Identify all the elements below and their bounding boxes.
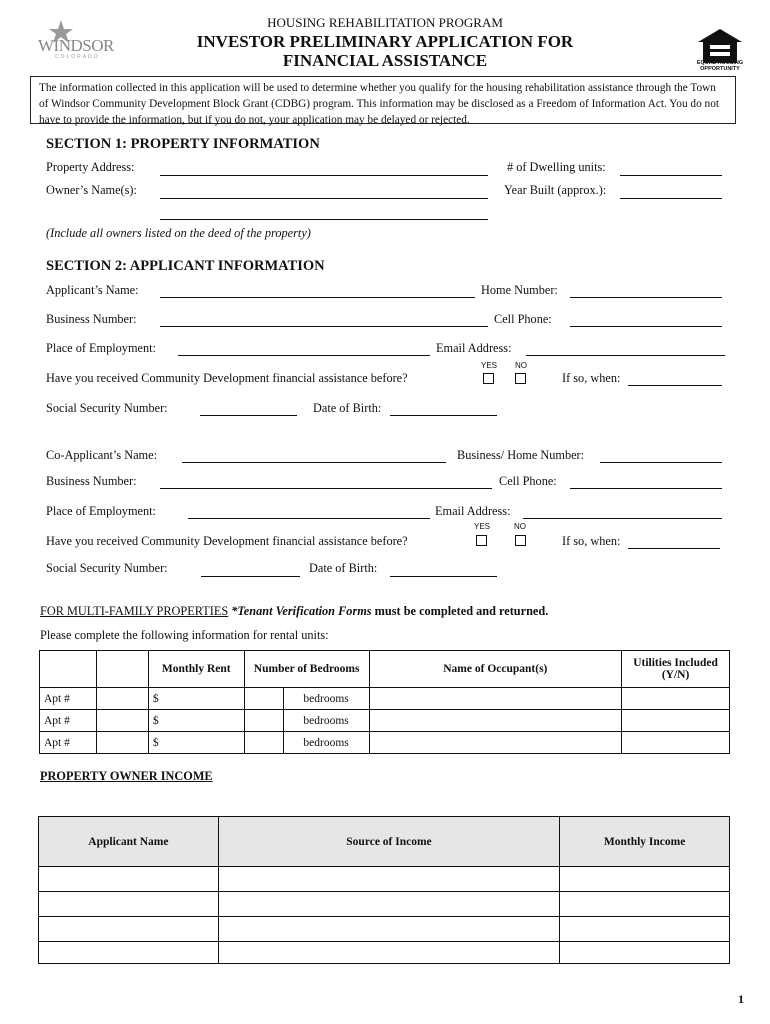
col-utilities: Utilities Included (Y/N): [622, 651, 730, 688]
rent-cell[interactable]: $: [148, 732, 244, 754]
col-applicant-name: Applicant Name: [39, 817, 219, 867]
ssn-label: Social Security Number:: [46, 401, 168, 415]
co-dob-field[interactable]: [390, 576, 497, 577]
rental-header-row: [40, 651, 730, 688]
source-cell[interactable]: [218, 917, 559, 942]
section2-title: SECTION 2: APPLICANT INFORMATION: [46, 258, 325, 274]
co-no-label: NO: [514, 522, 526, 531]
rental-units-table: [39, 650, 730, 754]
co-email-label: Email Address:: [435, 504, 511, 518]
cd-assistance-question: Have you received Community Development financial assistance before?: [46, 371, 408, 385]
no-label: NO: [515, 361, 527, 370]
equal-housing-text: [688, 60, 752, 72]
home-number-field[interactable]: [570, 297, 722, 298]
dob-label: Date of Birth:: [313, 401, 382, 415]
multifamily-heading: [40, 604, 548, 619]
apt-label: Apt #: [40, 710, 97, 732]
co-cd-assistance-question: Have you received Community Development financial assistance before?: [46, 534, 408, 548]
co-cell-phone-label: Cell Phone:: [499, 474, 557, 488]
property-address-field[interactable]: [160, 175, 488, 176]
co-employment-label: Place of Employment:: [46, 504, 156, 518]
page-number: 1: [738, 992, 744, 1006]
income-heading: PROPERTY OWNER INCOME: [40, 769, 213, 783]
business-number-field[interactable]: [160, 326, 488, 327]
occupant-cell[interactable]: [369, 710, 622, 732]
co-dob-label: Date of Birth:: [309, 561, 378, 575]
year-built-label: Year Built (approx.):: [504, 183, 607, 197]
col-monthly-rent: Monthly Rent: [148, 651, 244, 688]
co-cd-assistance-no-checkbox[interactable]: [515, 535, 526, 546]
applicant-name-cell[interactable]: [39, 942, 219, 964]
col-apt: [40, 651, 97, 688]
table-row: [39, 942, 730, 964]
col-monthly-income: Monthly Income: [560, 817, 730, 867]
employment-field[interactable]: [178, 355, 430, 356]
yes-label: YES: [481, 361, 498, 370]
rent-cell[interactable]: $: [148, 688, 244, 710]
col-occupant: Name of Occupant(s): [369, 651, 622, 688]
applicant-name-cell[interactable]: [39, 867, 219, 892]
co-cell-phone-field[interactable]: [570, 488, 722, 489]
table-row: [40, 732, 730, 754]
form-title-line2: FINANCIAL ASSISTANCE: [282, 51, 488, 70]
dob-field[interactable]: [390, 415, 497, 416]
form-title: [0, 32, 770, 70]
privacy-notice: The information collected in this application will be used to determine whether you qualify for the housing rehabilitation assistance through the Town of Windsor Community Development Block Grant (CDBG) program. This information may be disclosed as a Freedom of Information Act. You do not have to provide the information, but if you do not, your application may be delayed or rejected.: [30, 76, 736, 124]
eho-line1: EQUAL HOUSING: [696, 60, 744, 66]
employment-label: Place of Employment:: [46, 341, 156, 355]
apt-label: Apt #: [40, 732, 97, 754]
if-so-when-label: If so, when:: [562, 371, 621, 385]
email-field[interactable]: [526, 355, 725, 356]
rental-instruction: Please complete the following information for rental units:: [40, 628, 329, 642]
table-row: [39, 892, 730, 917]
co-cd-assistance-yes-checkbox[interactable]: [476, 535, 487, 546]
cell-phone-label: Cell Phone:: [494, 312, 552, 326]
logo-subtext: COLORADO: [55, 54, 100, 60]
cd-assistance-no-checkbox[interactable]: [515, 373, 526, 384]
apt-number-cell[interactable]: [96, 732, 148, 754]
if-so-when-field[interactable]: [628, 385, 722, 386]
applicant-name-cell[interactable]: [39, 917, 219, 942]
co-business-number-label: Business Number:: [46, 474, 137, 488]
dwelling-units-field[interactable]: [620, 175, 722, 176]
applicant-name-cell[interactable]: [39, 892, 219, 917]
monthly-income-cell[interactable]: [560, 867, 730, 892]
co-applicant-name-label: Co-Applicant’s Name:: [46, 448, 157, 462]
applicant-name-label: Applicant’s Name:: [46, 283, 139, 297]
logo-text: WINDSOR: [38, 36, 114, 55]
owners-names-field-2[interactable]: [160, 219, 488, 220]
form-title-line1: INVESTOR PRELIMINARY APPLICATION FOR: [196, 32, 574, 51]
utilities-cell[interactable]: [622, 688, 730, 710]
co-if-so-when-label: If so, when:: [562, 534, 621, 548]
source-cell[interactable]: [218, 942, 559, 964]
bedroom-count-cell[interactable]: [244, 688, 283, 710]
apt-number-cell[interactable]: [96, 688, 148, 710]
apt-number-cell[interactable]: [96, 710, 148, 732]
co-email-field[interactable]: [523, 518, 722, 519]
year-built-field[interactable]: [620, 198, 722, 199]
co-ssn-field[interactable]: [201, 576, 300, 577]
owner-income-table: [38, 816, 730, 964]
home-number-label: Home Number:: [481, 283, 558, 297]
co-ssn-label: Social Security Number:: [46, 561, 168, 575]
co-business-number-field[interactable]: [160, 488, 492, 489]
apt-label: Apt #: [40, 688, 97, 710]
bedrooms-label: bedrooms: [283, 710, 369, 732]
occupant-cell[interactable]: [369, 688, 622, 710]
source-cell[interactable]: [218, 867, 559, 892]
monthly-income-cell[interactable]: [560, 942, 730, 964]
property-address-label: Property Address:: [46, 160, 135, 174]
co-if-so-when-field[interactable]: [628, 548, 720, 549]
bedrooms-label: bedrooms: [283, 732, 369, 754]
bedroom-count-cell[interactable]: [244, 732, 283, 754]
multifamily-heading-rest: must be completed and returned.: [374, 604, 549, 618]
owners-note: (Include all owners listed on the deed of the property): [46, 226, 311, 240]
co-applicant-name-field[interactable]: [182, 462, 446, 463]
income-header-row: [39, 817, 730, 867]
col-blank: [96, 651, 148, 688]
table-row: [39, 867, 730, 892]
program-name: HOUSING REHABILITATION PROGRAM: [267, 15, 503, 30]
col-source-of-income: Source of Income: [218, 817, 559, 867]
business-home-number-label: Business/ Home Number:: [457, 448, 585, 462]
tenant-verification-forms: *Tenant Verification Forms: [231, 604, 372, 618]
multifamily-heading-label: FOR MULTI-FAMILY PROPERTIES: [40, 604, 229, 618]
section1-title: SECTION 1: PROPERTY INFORMATION: [46, 136, 320, 152]
business-number-label: Business Number:: [46, 312, 137, 326]
owners-names-label: Owner’s Name(s):: [46, 183, 137, 197]
col-bedrooms: Number of Bedrooms: [244, 651, 369, 688]
bedroom-count-cell[interactable]: [244, 710, 283, 732]
table-row: [40, 710, 730, 732]
eho-line2: OPPORTUNITY: [700, 66, 740, 72]
owners-names-field[interactable]: [160, 198, 488, 199]
co-employment-field[interactable]: [188, 518, 430, 519]
applicant-name-field[interactable]: [160, 297, 475, 298]
cd-assistance-yes-checkbox[interactable]: [483, 373, 494, 384]
occupant-cell[interactable]: [369, 732, 622, 754]
email-label: Email Address:: [436, 341, 512, 355]
bedrooms-label: bedrooms: [283, 688, 369, 710]
utilities-cell[interactable]: [622, 710, 730, 732]
dwelling-units-label: # of Dwelling units:: [507, 160, 606, 174]
table-row: [39, 917, 730, 942]
monthly-income-cell[interactable]: [560, 917, 730, 942]
source-cell[interactable]: [218, 892, 559, 917]
co-yes-label: YES: [474, 522, 491, 531]
monthly-income-cell[interactable]: [560, 892, 730, 917]
business-home-number-field[interactable]: [600, 462, 722, 463]
table-row: [40, 688, 730, 710]
ssn-field[interactable]: [200, 415, 297, 416]
cell-phone-field[interactable]: [570, 326, 722, 327]
utilities-cell[interactable]: [622, 732, 730, 754]
rent-cell[interactable]: $: [148, 710, 244, 732]
